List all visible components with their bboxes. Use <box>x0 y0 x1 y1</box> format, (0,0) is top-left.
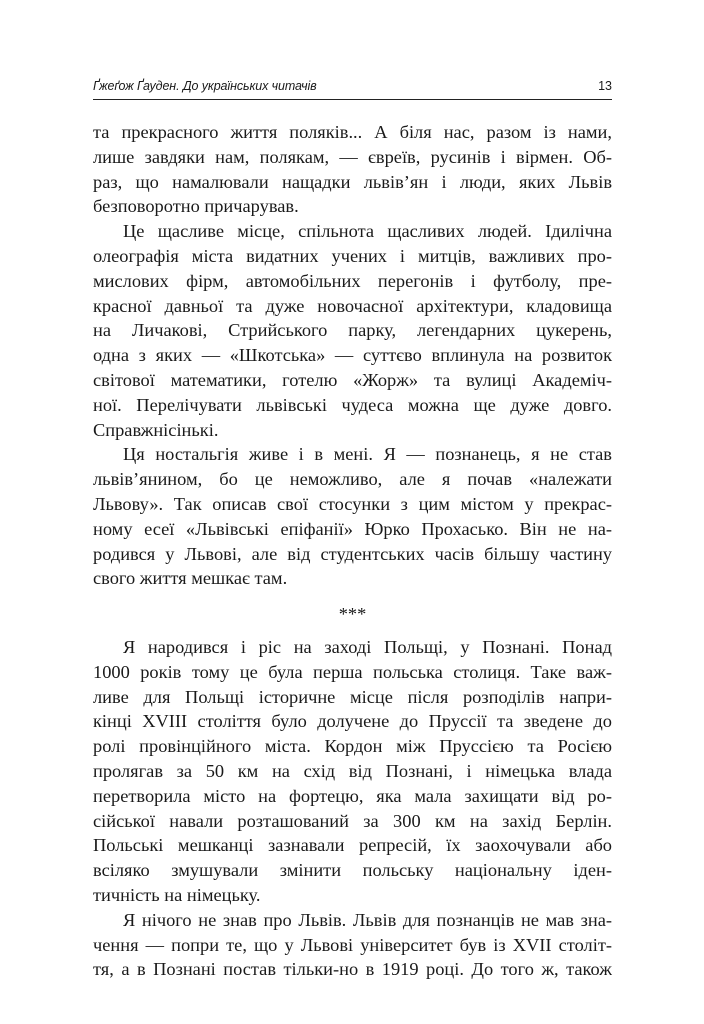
text-line: кінці XVIII століття було долучене до Пруссії та зведене до <box>93 711 612 732</box>
text-line: Це щасливе місце, спільнота щасливих людей. Ідилічна <box>123 221 612 242</box>
page-number: 13 <box>598 79 612 93</box>
text-line: Ця ностальгія живе і в мені. Я — познанець, я не став <box>123 444 612 465</box>
text-line: сійської навали розташований за 300 км на захід Берлін. <box>93 810 612 831</box>
text-line: родився у Львові, але від студентських часів більшу частину <box>93 543 612 564</box>
text-line: тя, а в Познані постав тільки-но в 1919 році. До того ж, також <box>93 959 612 980</box>
text-line: олеографія міста видатних учених і митців, важливих про- <box>93 245 612 266</box>
page-body <box>93 120 612 982</box>
text-line: на Личакові, Стрийського парку, легендарних цукерень, <box>93 320 612 341</box>
text-line: світової математики, готелю «Жорж» та вулиці Академіч- <box>93 369 612 390</box>
text-line: 1000 років тому це була перша польська столиця. Таке важ- <box>93 661 612 682</box>
running-header <box>93 77 612 100</box>
text-line: та прекрасного життя поляків... А біля нас, разом із нами, <box>93 122 612 142</box>
text-line: ному есеї «Львівські епіфанії» Юрко Прохасько. Він не на- <box>93 518 612 539</box>
text-line: ливе для Польщі історичне місце після розподілів напри- <box>93 686 612 707</box>
running-head-title: Ґжеґож Ґауден. До українських читачів <box>93 79 317 93</box>
text-line: ролі провінційного міста. Кордон між Пруссією та Росією <box>93 736 612 757</box>
text-line: свого життя мешкає там. <box>93 568 288 589</box>
text-line: тичність на німецьку. <box>93 884 261 905</box>
text-line: раз, що намалювали нащадки львів’ян і люди, яких Львів <box>93 171 612 192</box>
text-line: перетворила місто на фортецю, яка мала захищати від ро- <box>93 785 612 806</box>
text-line: безповоротно причарував. <box>93 196 299 217</box>
section-separator: *** <box>338 604 367 625</box>
text-line: львів’янином, бо це неможливо, але я почав «належати <box>93 469 612 490</box>
text-line: лише завдяки нам, полякам, — євреїв, русинів і вірмен. Об- <box>93 146 612 167</box>
text-line: пролягав за 50 км на схід від Познані, і німецька влада <box>93 760 612 781</box>
text-line: красної давньої та дуже новочасної архітектури, кладовища <box>93 295 612 316</box>
text-line: чення — попри те, що у Львові університет був із XVII століт- <box>93 934 612 955</box>
text-line: одна з яких — «Шкотська» — суттєво вплинула на розвиток <box>93 345 612 366</box>
text-line: Львову». Так описав свої стосунки з цим містом у прекрас- <box>93 493 612 514</box>
text-line: Польські мешканці зазнавали репресій, їх заохочували або <box>93 835 612 856</box>
text-line: ної. Перелічувати львівські чудеса можна ще дуже довго. <box>93 394 612 415</box>
text-line: всіляко змушували змінити польську національну іден- <box>93 860 612 881</box>
text-line: мислових фірм, автомобільних перегонів і футболу, пре- <box>93 270 612 291</box>
text-line: Справжнісінькі. <box>93 419 219 440</box>
text-line: Я нічого не знав про Львів. Львів для познанців не мав зна- <box>123 909 612 930</box>
text-line: Я народився і ріс на заході Польщі, у Познані. Понад <box>123 636 612 657</box>
